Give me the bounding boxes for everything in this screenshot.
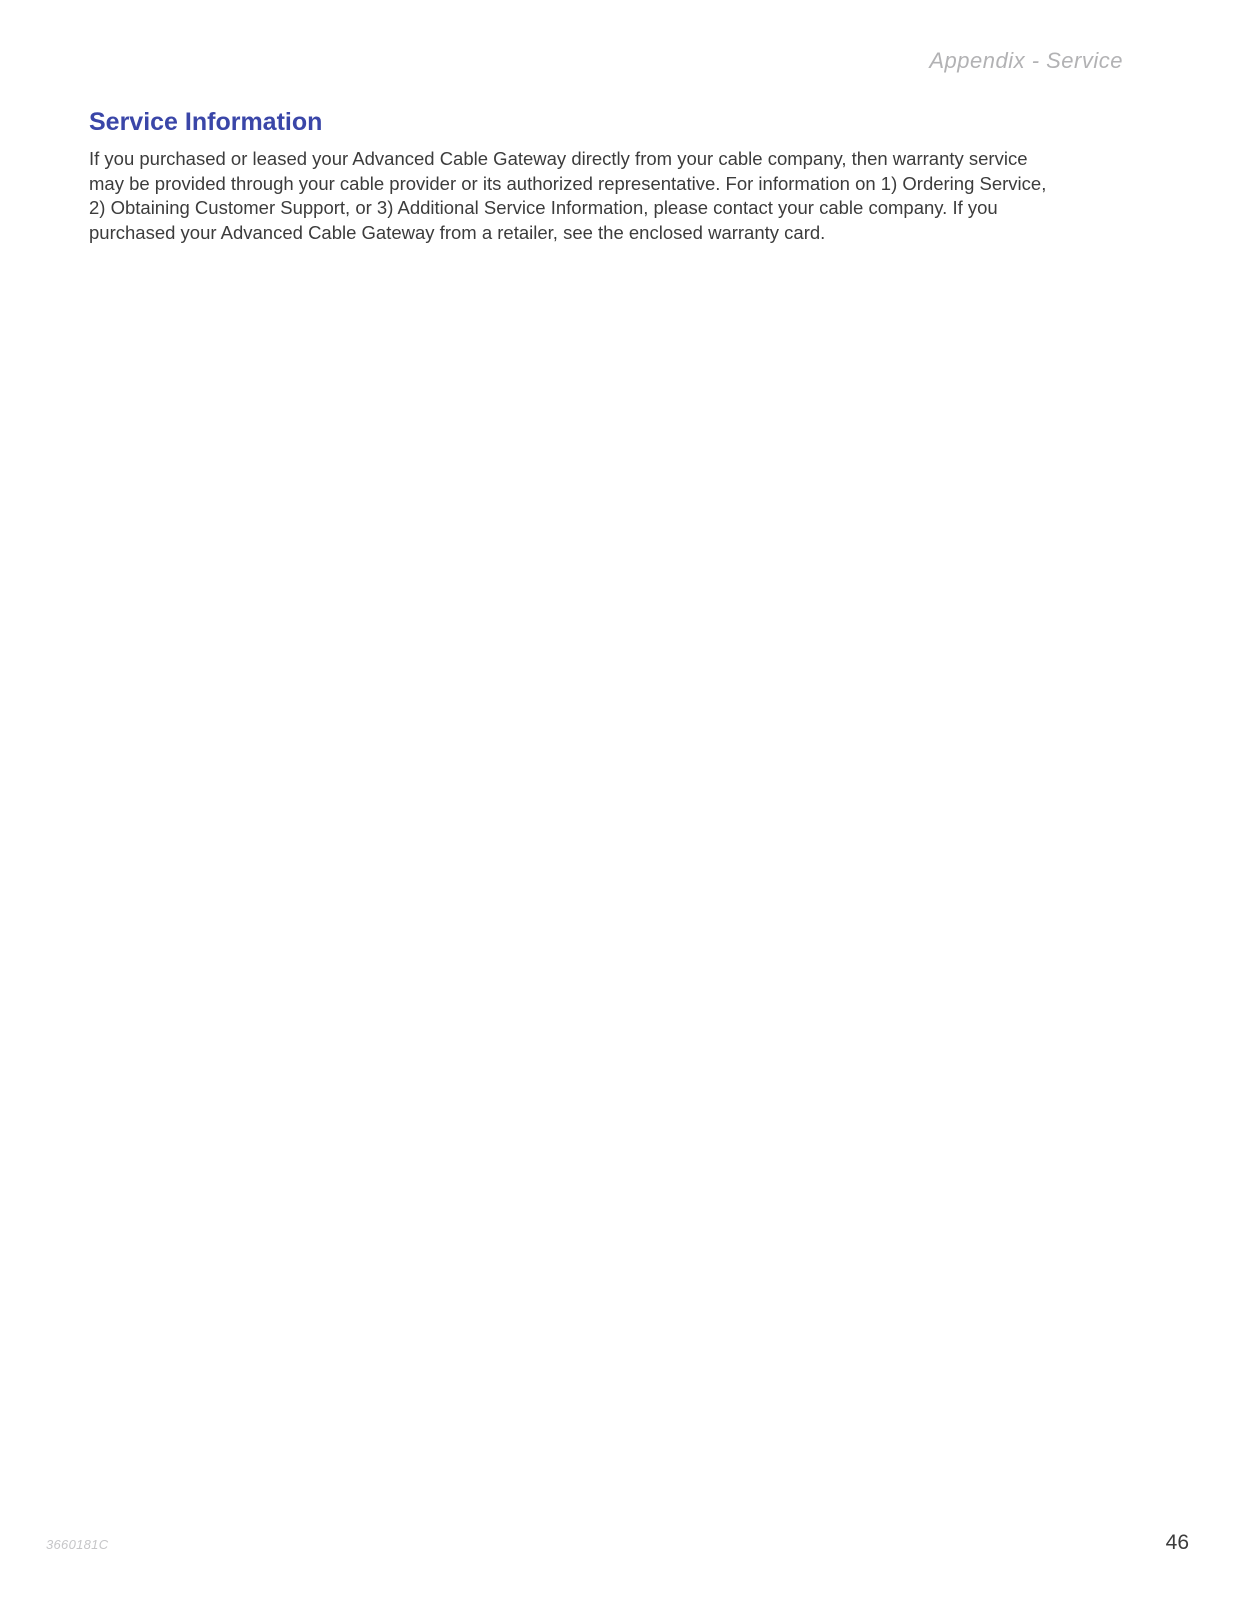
section-title: Service Information xyxy=(89,108,323,136)
body-paragraph xyxy=(89,147,1149,245)
page-number: 46 xyxy=(1165,1531,1189,1554)
paragraph-line: may be provided through your cable provider or its authorized representative. For information on 1) Ordering Service, xyxy=(89,172,1047,194)
paragraph-line: If you purchased or leased your Advanced Cable Gateway directly from your cable company, then warranty service xyxy=(89,148,1028,169)
paragraph-line: 2) Obtaining Customer Support, or 3) Additional Service Information, please contact your cable company. If you xyxy=(89,197,998,219)
running-head: Appendix - Service xyxy=(929,48,1123,73)
paragraph-line: purchased your Advanced Cable Gateway from a retailer, see the enclosed warranty card. xyxy=(89,221,826,243)
footer-doc-number: 3660181C xyxy=(46,1537,109,1552)
